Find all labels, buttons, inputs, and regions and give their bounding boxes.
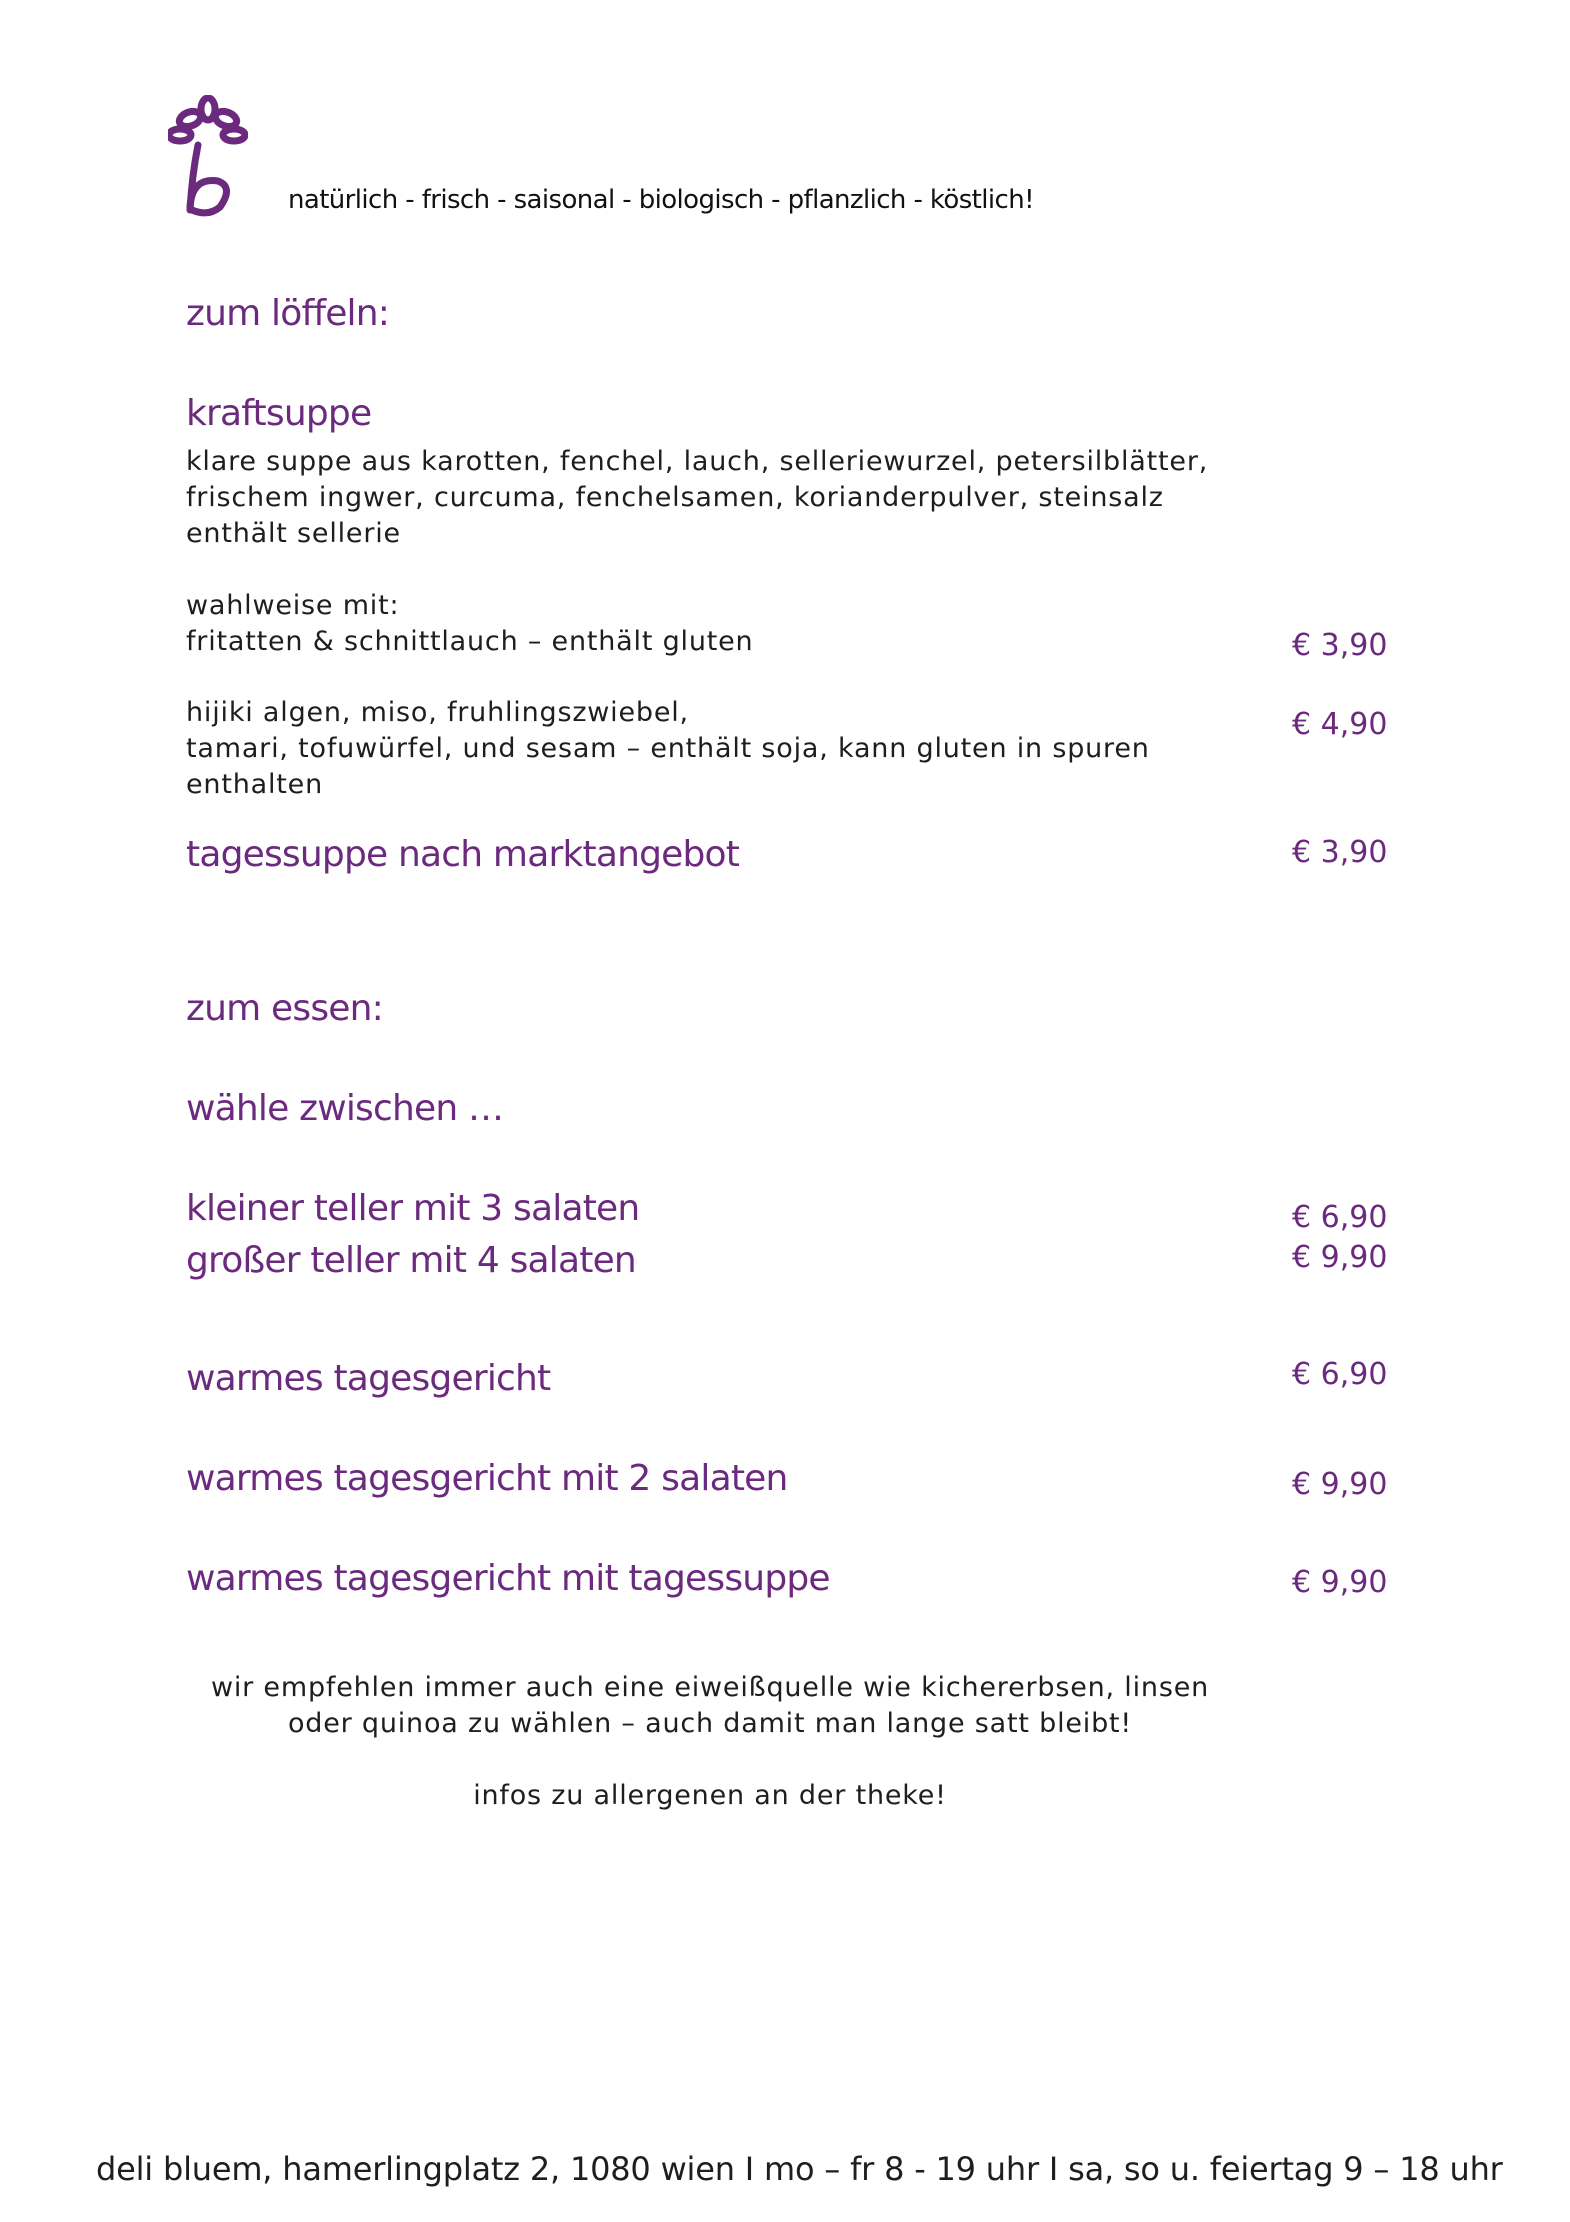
menu-item-price: € 9,90 bbox=[1292, 1240, 1388, 1275]
menu-item-title: kleiner teller mit 3 salaten bbox=[186, 1188, 640, 1229]
kraftsuppe-description bbox=[186, 444, 1208, 552]
option-line: enthalten bbox=[186, 769, 323, 800]
menu-item-price: € 9,90 bbox=[1292, 1467, 1388, 1502]
options-label: wahlweise mit: bbox=[186, 590, 400, 621]
flower-icon bbox=[168, 95, 248, 220]
option-price: € 4,90 bbox=[1292, 707, 1388, 742]
option-line: hijiki algen, miso, fruhlingszwiebel, bbox=[186, 697, 689, 728]
kraftsuppe-options bbox=[186, 588, 753, 660]
menu-item-price: € 6,90 bbox=[1292, 1200, 1388, 1235]
menu-item-title: großer teller mit 4 salaten bbox=[186, 1240, 636, 1281]
brand-logo bbox=[168, 95, 248, 220]
description-line: klare suppe aus karotten, fenchel, lauch, selleriewurzel, petersilblätter, bbox=[186, 446, 1209, 477]
option-line: tamari, tofuwürfel, und sesam – enthält soja, kann gluten in spuren bbox=[186, 733, 1150, 764]
description-line: frischem ingwer, curcuma, fenchelsamen, korianderpulver, steinsalz bbox=[186, 482, 1164, 513]
section-subheading: wähle zwischen … bbox=[186, 1088, 504, 1129]
section-heading-soup: zum löffeln: bbox=[186, 293, 390, 334]
description-line: enthält sellerie bbox=[186, 518, 401, 549]
recommendation-note bbox=[0, 1670, 1420, 1742]
item-title-kraftsuppe: kraftsuppe bbox=[186, 393, 372, 434]
note-line: wir empfehlen immer auch eine eiweißquelle wie kichererbsen, linsen bbox=[210, 1672, 1210, 1703]
item-title-tagessuppe: tagessuppe nach marktangebot bbox=[186, 834, 740, 875]
option-text: fritatten & schnittlauch – enthält gluten bbox=[186, 626, 754, 657]
menu-item-title: warmes tagesgericht bbox=[186, 1358, 551, 1399]
kraftsuppe-option2 bbox=[186, 695, 1150, 803]
option-price: € 3,90 bbox=[1292, 628, 1388, 663]
menu-item-title: warmes tagesgericht mit tagessuppe bbox=[186, 1558, 830, 1599]
item-price: € 3,90 bbox=[1292, 835, 1388, 870]
footer-address: deli bluem, hamerlingplatz 2, 1080 wien I mo – fr 8 - 19 uhr I sa, so u. feiertag 9 – 18 uhr bbox=[96, 2150, 1503, 2188]
section-heading-food: zum essen: bbox=[186, 988, 383, 1029]
allergen-note: infos zu allergenen an der theke! bbox=[473, 1780, 947, 1811]
menu-item-price: € 6,90 bbox=[1292, 1357, 1388, 1392]
note-line: oder quinoa zu wählen – auch damit man lange satt bleibt! bbox=[287, 1708, 1133, 1739]
tagline: natürlich - frisch - saisonal - biologisch - pflanzlich - köstlich! bbox=[288, 185, 1034, 215]
menu-item-title: warmes tagesgericht mit 2 salaten bbox=[186, 1458, 788, 1499]
menu-item-price: € 9,90 bbox=[1292, 1565, 1388, 1600]
